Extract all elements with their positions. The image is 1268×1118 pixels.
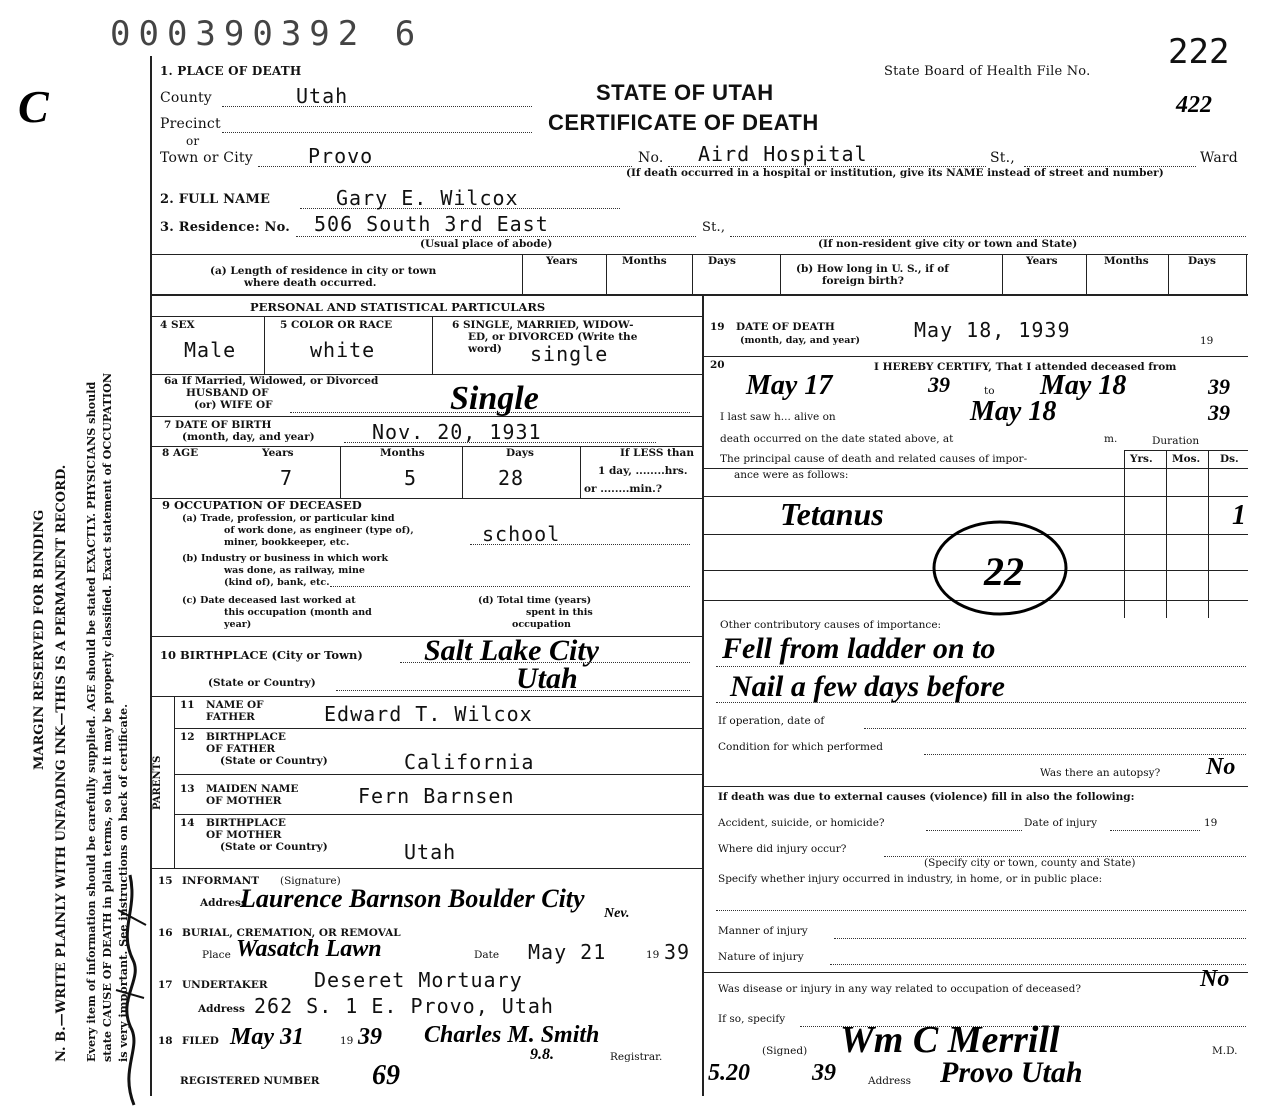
principal-2: ance were as follows: <box>734 469 849 481</box>
mother-label-2: OF MOTHER <box>206 795 282 807</box>
permanent-record-text: N. B.—WRITE PLAINLY WITH UNFADING INK—THIS IS A PERMANENT RECORD. <box>54 464 69 1062</box>
disease-value: No <box>1200 966 1230 992</box>
occ-b-2: was done, as railway, mine <box>224 565 365 576</box>
physician-signature: Wm C Merrill <box>840 1019 1060 1061</box>
hospital-note: (If death occurred in a hospital or institution, give its NAME instead of street and number) <box>626 167 1164 179</box>
instructions-line1: Every item of information should be carefully supplied. AGE should be stated EXACTLY. PHYSICIANS should <box>84 381 98 1062</box>
mother-value: Fern Barnsen <box>358 784 515 808</box>
dob-value: Nov. 20, 1931 <box>372 420 542 444</box>
how-long-b: foreign birth? <box>822 275 904 287</box>
how-long-a: (b) How long in U. S., if of <box>796 263 949 275</box>
birthplace-label: 10 BIRTHPLACE (City or Town) <box>160 648 363 662</box>
attended-from: May 17 <box>746 370 833 401</box>
cause-value: Tetanus <box>780 496 884 532</box>
num-14: 14 <box>180 817 195 829</box>
non-resident-note: (If non-resident give city or town and State) <box>818 238 1078 250</box>
undertaker-value: Deseret Mortuary <box>314 968 523 992</box>
burial-place-label: Place <box>202 949 231 961</box>
num-11: 11 <box>180 699 195 711</box>
dod-value: May 18, 1939 <box>914 318 1071 342</box>
last-saw-yr: 39 <box>1208 400 1230 425</box>
state-title: STATE OF UTAH <box>596 80 774 105</box>
mbirth-value: Utah <box>404 840 457 864</box>
place-of-death-label: 1. PLACE OF DEATH <box>160 64 302 78</box>
specify-city-note: (Specify city or town, county and State) <box>924 857 1136 869</box>
specify-industry: Specify whether injury occurred in industry, in home, or in public place: <box>718 873 1103 885</box>
principal-1: The principal cause of death and related causes of impor- <box>720 453 1028 465</box>
occurred-m: m. <box>1104 433 1118 445</box>
occ-a-1: (a) Trade, profession, or particular kind <box>182 513 395 524</box>
filed-date: May 31 <box>230 1024 304 1050</box>
birth-state-value: Utah <box>516 662 578 695</box>
if-so-label: If so, specify <box>718 1013 786 1025</box>
full-name-value: Gary E. Wilcox <box>336 186 519 210</box>
sign-address-value: Provo Utah <box>940 1056 1083 1089</box>
attended-to-yr: 39 <box>1208 374 1230 399</box>
color-label: 5 COLOR OR RACE <box>280 319 393 331</box>
husband-label-1: 6a If Married, Widowed, or Divorced <box>164 375 379 387</box>
num-18: 18 <box>158 1035 173 1047</box>
mother-label-1: MAIDEN NAME <box>206 783 299 795</box>
informant-value: Laurence Barnson Boulder City <box>240 884 585 913</box>
occ-b-1: (b) Industry or business in which work <box>182 553 389 564</box>
age-label: 8 AGE <box>162 447 199 459</box>
length-residence-b: where death occurred. <box>244 277 377 289</box>
mbirth-label-2: OF MOTHER <box>206 829 282 841</box>
condition-label: Condition for which performed <box>718 741 883 753</box>
undertaker-address-label: Address <box>198 1003 245 1015</box>
dur-mos: Mos. <box>1172 453 1201 465</box>
residence-st: St., <box>702 220 726 235</box>
fbirth-label-2: OF FATHER <box>206 743 276 755</box>
occ-d-1: (d) Total time (years) <box>478 595 592 606</box>
us-months-header: Months <box>1104 255 1149 267</box>
occ-b-3: (kind of), bank, etc. <box>224 577 330 588</box>
signed-label: (Signed) <box>762 1045 808 1057</box>
occ-c-1: (c) Date deceased last worked at <box>182 595 356 606</box>
age-days-header: Days <box>506 447 534 459</box>
fbirth-value: California <box>404 750 535 774</box>
last-saw-date: May 18 <box>970 396 1057 427</box>
nature-label: Nature of injury <box>718 951 804 963</box>
num-15: 15 <box>158 875 173 887</box>
occ-a-2: of work done, as engineer (type of), <box>224 525 414 536</box>
color-value: white <box>310 338 376 362</box>
mbirth-label-3: (State or Country) <box>220 841 328 853</box>
parents-label: PARENTS <box>152 755 163 810</box>
disease-label: Was disease or injury in any way related to occupation of deceased? <box>718 983 1081 995</box>
residence-value: 506 South 3rd East <box>314 212 549 236</box>
husband-label-3: (or) WIFE OF <box>194 399 273 411</box>
cause-code: 22 <box>984 549 1024 594</box>
less-than-2: 1 day, ........hrs. <box>598 465 688 477</box>
occ-d-3: occupation <box>512 619 571 630</box>
age-months-header: Months <box>380 447 425 459</box>
certificate-title: CERTIFICATE OF DEATH <box>548 110 819 135</box>
husband-value: Single <box>450 380 539 417</box>
margin-binding-text: MARGIN RESERVED FOR BINDING <box>32 509 47 770</box>
filed-year-prefix: 19 <box>340 1035 354 1047</box>
occ-c-3: year) <box>224 619 252 630</box>
filed-year: 39 <box>358 1024 382 1050</box>
personal-heading: PERSONAL AND STATISTICAL PARTICULARS <box>250 300 546 314</box>
dur-ds: Ds. <box>1220 453 1239 465</box>
fbirth-label-3: (State or Country) <box>220 755 328 767</box>
hospital-no-label: No. <box>638 150 664 166</box>
dob-label-1: 7 DATE OF BIRTH <box>164 419 272 431</box>
single-value: single <box>530 342 609 366</box>
num-12: 12 <box>180 731 195 743</box>
us-years-header: Years <box>1026 255 1058 267</box>
fbirth-label-1: BIRTHPLACE <box>206 731 286 743</box>
other-cause-2: Nail a few days before <box>730 670 1005 703</box>
other-cause-1: Fell from ladder on to <box>722 632 996 665</box>
burial-date-value: May 21 <box>528 940 607 964</box>
instructions-line2: state CAUSE OF DEATH in plain terms, so that it may be properly classified. Exact statement of OCCUPATION <box>100 372 114 1062</box>
age-days-value: 28 <box>498 466 525 490</box>
age-years-value: 7 <box>280 466 294 490</box>
certify-text: I HEREBY CERTIFY, That I attended deceased from <box>874 361 1177 373</box>
age-months-value: 5 <box>404 466 418 490</box>
board-file-label: State Board of Health File No. <box>884 64 1091 79</box>
father-value: Edward T. Wilcox <box>324 702 533 726</box>
instructions-line3: is very important. See instructions on back of certificate. <box>116 703 130 1062</box>
filed-label: FILED <box>182 1035 219 1047</box>
county-label: County <box>160 90 212 106</box>
external-label: If death was due to external causes (violence) fill in also the following: <box>718 791 1135 803</box>
age-years-header: Years <box>262 447 294 459</box>
occ-a-3: miner, bookkeeper, etc. <box>224 537 350 548</box>
occ-d-2: spent in this <box>526 607 593 618</box>
dod-label-2: (month, day, and year) <box>740 335 860 346</box>
cause-duration: 1 <box>1232 500 1246 531</box>
mbirth-label-1: BIRTHPLACE <box>206 817 286 829</box>
us-days-header: Days <box>1188 255 1216 267</box>
husband-label-2: HUSBAND OF <box>186 387 269 399</box>
num-13: 13 <box>180 783 195 795</box>
dod-label-1: DATE OF DEATH <box>736 321 835 333</box>
stamp-mark: C <box>18 81 49 132</box>
or-label: or <box>186 134 200 148</box>
registered-number-value: 69 <box>372 1060 400 1091</box>
hospital-value: Aird Hospital <box>698 142 868 166</box>
num-20: 20 <box>710 359 725 371</box>
less-than-3: or ........min.? <box>584 483 662 495</box>
burial-label: BURIAL, CREMATION, OR REMOVAL <box>182 927 401 939</box>
margin-signature-scribble <box>108 870 153 1110</box>
burial-place-value: Wasatch Lawn <box>236 936 382 962</box>
undertaker-address-value: 262 S. 1 E. Provo, Utah <box>254 994 554 1018</box>
registered-number-label: REGISTERED NUMBER <box>180 1075 320 1087</box>
informant-address-label: Address <box>200 897 247 909</box>
accident-label: Accident, suicide, or homicide? <box>718 817 885 829</box>
residence-label: 3. Residence: No. <box>160 220 291 235</box>
duration-header: Duration <box>1152 435 1200 447</box>
occupation-label: 9 OCCUPATION OF DECEASED <box>162 498 362 512</box>
county-value: Utah <box>296 84 349 108</box>
registrar-signature: Charles M. Smith <box>424 1022 600 1048</box>
ward-label: Ward <box>1200 150 1238 166</box>
res-months-header: Months <box>622 255 667 267</box>
informant-label: INFORMANT <box>182 875 260 887</box>
undertaker-label: UNDERTAKER <box>182 979 268 991</box>
autopsy-value: No <box>1206 754 1236 780</box>
where-label: Where did injury occur? <box>718 843 847 855</box>
burial-year-prefix: 19 <box>646 949 660 961</box>
precinct-label: Precinct <box>160 116 221 132</box>
operation-label: If operation, date of <box>718 715 825 727</box>
num-17: 17 <box>158 979 173 991</box>
autopsy-label: Was there an autopsy? <box>1040 767 1161 779</box>
single-label-3: word) <box>468 343 502 355</box>
father-label-2: FATHER <box>206 711 255 723</box>
dob-label-2: (month, day, and year) <box>182 431 315 443</box>
informant-nev: Nev. <box>604 906 630 921</box>
file-number: 222 <box>1168 32 1230 72</box>
last-saw-label: I last saw h... alive on <box>720 411 836 423</box>
attended-to: May 18 <box>1040 370 1127 401</box>
num-19: 19 <box>710 321 725 333</box>
dod-19: 19 <box>1200 335 1214 347</box>
father-label-1: NAME OF <box>206 699 264 711</box>
single-label-1: 6 SINGLE, MARRIED, WIDOW- <box>452 319 634 331</box>
registrar-label: Registrar. <box>610 1051 663 1063</box>
informant-signature-label: (Signature) <box>280 875 341 887</box>
burial-date-label: Date <box>474 949 500 961</box>
birth-state-label: (State or Country) <box>208 677 316 689</box>
manner-label: Manner of injury <box>718 925 808 937</box>
attended-from-yr: 39 <box>928 372 950 397</box>
sex-label: 4 SEX <box>160 319 195 331</box>
usual-abode-note: (Usual place of abode) <box>420 238 553 250</box>
occ-c-2: this occupation (month and <box>224 607 372 618</box>
injury-date-label: Date of injury <box>1024 817 1098 829</box>
single-label-2: ED, or DIVORCED (Write the <box>468 331 638 343</box>
file-number-handwritten: 422 <box>1176 92 1212 118</box>
occupation-value: school <box>482 522 561 546</box>
town-value: Provo <box>308 144 374 168</box>
occurred-label: death occurred on the date stated above, at <box>720 433 954 445</box>
length-residence-a: (a) Length of residence in city or town <box>210 265 437 277</box>
sign-date: 5.20 <box>708 1060 750 1086</box>
sex-value: Male <box>184 338 237 362</box>
burial-year: 39 <box>664 940 691 964</box>
serial-number: 000390392 6 <box>110 14 424 54</box>
other-causes-label: Other contributory causes of importance: <box>720 619 942 631</box>
injury-19: 19 <box>1204 817 1218 829</box>
town-label: Town or City <box>160 150 253 166</box>
md-label: M.D. <box>1212 1045 1238 1057</box>
sign-year: 39 <box>812 1060 836 1086</box>
attended-to-label: to <box>984 385 995 397</box>
dur-yrs: Yrs. <box>1130 453 1153 465</box>
birth-city-value: Salt Lake City <box>424 634 599 667</box>
registrar-sub: 9.8. <box>530 1046 554 1063</box>
res-days-header: Days <box>708 255 736 267</box>
res-years-header: Years <box>546 255 578 267</box>
num-16: 16 <box>158 927 173 939</box>
sign-address-label: Address <box>868 1075 912 1087</box>
full-name-label: 2. FULL NAME <box>160 192 271 207</box>
less-than-1: If LESS than <box>620 447 694 459</box>
street-label: St., <box>990 150 1015 166</box>
